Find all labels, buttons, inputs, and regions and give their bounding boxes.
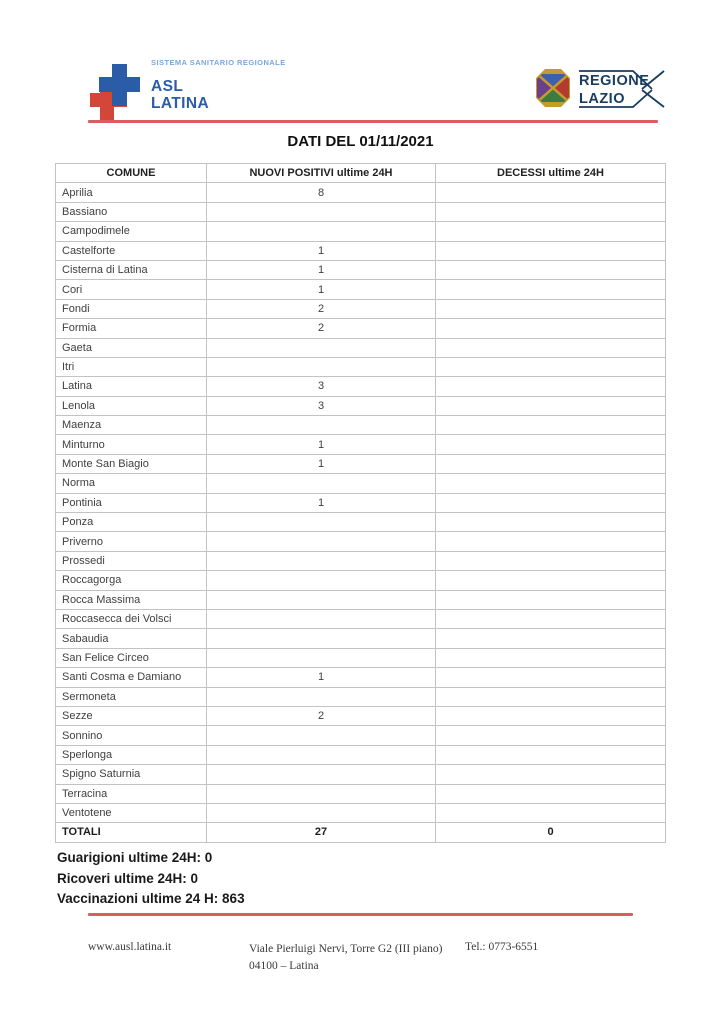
cell-comune: Lenola: [56, 396, 207, 415]
asl-latina-logo: [90, 56, 286, 122]
table-row: [56, 803, 666, 822]
cell-decessi: [436, 745, 666, 764]
table-row: [56, 493, 666, 512]
cell-comune: Fondi: [56, 299, 207, 318]
table-footer: [56, 823, 666, 842]
asl-name-line2: LATINA: [151, 95, 210, 112]
cell-comune: Gaeta: [56, 338, 207, 357]
cell-nuovi-positivi: 3: [207, 396, 436, 415]
table-row: [56, 202, 666, 221]
column-header-comune: COMUNE: [56, 164, 207, 183]
table-row: [56, 609, 666, 628]
table-row: [56, 377, 666, 396]
cell-nuovi-positivi: [207, 590, 436, 609]
header-row: [56, 164, 666, 183]
cell-nuovi-positivi: 1: [207, 668, 436, 687]
table-row: [56, 280, 666, 299]
footer-divider-line: [88, 913, 633, 916]
table-row: [56, 765, 666, 784]
cell-comune: Sermoneta: [56, 687, 207, 706]
covid-data-table: [55, 163, 666, 843]
table-row: [56, 416, 666, 435]
table-row: [56, 474, 666, 493]
cell-decessi: [436, 299, 666, 318]
cell-comune: Campodimele: [56, 222, 207, 241]
table-row: [56, 648, 666, 667]
totals-decessi: 0: [436, 823, 666, 842]
regione-word: REGIONE: [579, 73, 650, 89]
table-row: [56, 357, 666, 376]
cell-nuovi-positivi: [207, 571, 436, 590]
cell-comune: Itri: [56, 357, 207, 376]
cell-nuovi-positivi: [207, 416, 436, 435]
cell-decessi: [436, 493, 666, 512]
table-row: [56, 784, 666, 803]
cell-comune: Roccagorga: [56, 571, 207, 590]
cell-decessi: [436, 222, 666, 241]
cell-nuovi-positivi: [207, 532, 436, 551]
table-row: [56, 745, 666, 764]
cell-decessi: [436, 260, 666, 279]
cell-nuovi-positivi: 1: [207, 493, 436, 512]
cell-nuovi-positivi: [207, 629, 436, 648]
cell-nuovi-positivi: [207, 648, 436, 667]
table-row: [56, 338, 666, 357]
cell-decessi: [436, 551, 666, 570]
cell-nuovi-positivi: 2: [207, 299, 436, 318]
table-row: [56, 396, 666, 415]
summary-stats: [57, 848, 245, 910]
footer-phone: Tel.: 0773-6551: [465, 941, 539, 953]
cell-nuovi-positivi: 1: [207, 280, 436, 299]
cell-decessi: [436, 726, 666, 745]
totals-nuovi-positivi: 27: [207, 823, 436, 842]
cell-decessi: [436, 202, 666, 221]
column-header-nuovi-positivi: NUOVI POSITIVI ultime 24H: [207, 164, 436, 183]
cell-decessi: [436, 435, 666, 454]
table-row: [56, 260, 666, 279]
totals-row: [56, 823, 666, 842]
lazio-word: LAZIO: [579, 91, 625, 107]
cell-comune: Cori: [56, 280, 207, 299]
cell-decessi: [436, 319, 666, 338]
cell-comune: Castelforte: [56, 241, 207, 260]
cell-nuovi-positivi: 1: [207, 241, 436, 260]
table-body: [56, 183, 666, 823]
asl-name: [151, 78, 286, 112]
cell-comune: Minturno: [56, 435, 207, 454]
cell-comune: Priverno: [56, 532, 207, 551]
regione-lazio-emblem-icon: [533, 66, 665, 113]
cell-comune: Sonnino: [56, 726, 207, 745]
asl-tagline: SISTEMA SANITARIO REGIONALE: [151, 58, 286, 67]
table-row: [56, 706, 666, 725]
cell-comune: Ponza: [56, 513, 207, 532]
cell-nuovi-positivi: [207, 474, 436, 493]
cell-comune: Pontinia: [56, 493, 207, 512]
cell-comune: Terracina: [56, 784, 207, 803]
page-title: DATI DEL 01/11/2021: [287, 133, 434, 150]
cell-nuovi-positivi: 2: [207, 706, 436, 725]
cell-decessi: [436, 416, 666, 435]
cell-decessi: [436, 590, 666, 609]
cell-nuovi-positivi: 8: [207, 183, 436, 202]
cell-decessi: [436, 687, 666, 706]
table-row: [56, 435, 666, 454]
cell-nuovi-positivi: [207, 513, 436, 532]
cell-nuovi-positivi: 3: [207, 377, 436, 396]
cell-comune: Sezze: [56, 706, 207, 725]
cell-decessi: [436, 571, 666, 590]
regione-lazio-logo: [533, 66, 665, 118]
footer-address-line1: Viale Pierluigi Nervi, Torre G2 (III piano): [249, 943, 443, 955]
asl-name-line1: ASL: [151, 78, 184, 95]
asl-cross-icon: [90, 64, 140, 122]
cell-decessi: [436, 454, 666, 473]
cell-decessi: [436, 377, 666, 396]
cell-comune: Formia: [56, 319, 207, 338]
cell-decessi: [436, 183, 666, 202]
cell-nuovi-positivi: [207, 765, 436, 784]
table-row: [56, 571, 666, 590]
table-row: [56, 668, 666, 687]
cell-comune: Maenza: [56, 416, 207, 435]
cell-decessi: [436, 609, 666, 628]
table-row: [56, 241, 666, 260]
cell-comune: San Felice Circeo: [56, 648, 207, 667]
cell-decessi: [436, 396, 666, 415]
table-row: [56, 551, 666, 570]
cell-nuovi-positivi: [207, 726, 436, 745]
table-row: [56, 629, 666, 648]
cell-nuovi-positivi: 1: [207, 435, 436, 454]
cell-nuovi-positivi: 2: [207, 319, 436, 338]
cell-decessi: [436, 784, 666, 803]
cell-decessi: [436, 706, 666, 725]
footer-address: [249, 941, 479, 974]
cell-comune: Norma: [56, 474, 207, 493]
cell-nuovi-positivi: [207, 202, 436, 221]
cell-decessi: [436, 338, 666, 357]
cell-decessi: [436, 280, 666, 299]
table-row: [56, 726, 666, 745]
cell-decessi: [436, 474, 666, 493]
cell-decessi: [436, 513, 666, 532]
cell-decessi: [436, 765, 666, 784]
cell-comune: Aprilia: [56, 183, 207, 202]
cell-nuovi-positivi: [207, 551, 436, 570]
cell-nuovi-positivi: 1: [207, 260, 436, 279]
footer-website: www.ausl.latina.it: [88, 941, 172, 953]
cell-nuovi-positivi: [207, 222, 436, 241]
header-divider-line: [88, 120, 658, 123]
cell-comune: Roccasecca dei Volsci: [56, 609, 207, 628]
table-row: [56, 299, 666, 318]
summary-line-ricoveri: Ricoveri ultime 24H: 0: [57, 870, 199, 886]
table-row: [56, 513, 666, 532]
cell-decessi: [436, 241, 666, 260]
cell-comune: Sabaudia: [56, 629, 207, 648]
cell-decessi: [436, 629, 666, 648]
table-row: [56, 319, 666, 338]
totals-label: TOTALI: [56, 823, 207, 842]
table-row: [56, 687, 666, 706]
cell-decessi: [436, 648, 666, 667]
table-row: [56, 590, 666, 609]
cell-comune: Cisterna di Latina: [56, 260, 207, 279]
cell-decessi: [436, 357, 666, 376]
cell-nuovi-positivi: [207, 338, 436, 357]
summary-line-guarigioni: Guarigioni ultime 24H: 0: [57, 850, 213, 865]
footer-address-line2: 04100 – Latina: [249, 959, 319, 972]
table-row: [56, 454, 666, 473]
cell-comune: Sperlonga: [56, 745, 207, 764]
cell-decessi: [436, 803, 666, 822]
summary-line-vaccinazioni: Vaccinazioni ultime 24 H: 863: [57, 891, 245, 906]
cell-decessi: [436, 532, 666, 551]
cell-nuovi-positivi: [207, 687, 436, 706]
cell-nuovi-positivi: 1: [207, 454, 436, 473]
cell-nuovi-positivi: [207, 609, 436, 628]
cell-comune: Monte San Biagio: [56, 454, 207, 473]
cell-nuovi-positivi: [207, 803, 436, 822]
table-row: [56, 532, 666, 551]
cell-comune: Prossedi: [56, 551, 207, 570]
column-header-decessi: DECESSI ultime 24H: [436, 164, 666, 183]
cell-comune: Latina: [56, 377, 207, 396]
cell-comune: Rocca Massima: [56, 590, 207, 609]
cell-comune: Ventotene: [56, 803, 207, 822]
cell-comune: Spigno Saturnia: [56, 765, 207, 784]
cell-nuovi-positivi: [207, 745, 436, 764]
table-header: [56, 164, 666, 183]
cell-decessi: [436, 668, 666, 687]
cell-nuovi-positivi: [207, 784, 436, 803]
cell-comune: Bassiano: [56, 202, 207, 221]
cell-nuovi-positivi: [207, 357, 436, 376]
cell-comune: Santi Cosma e Damiano: [56, 668, 207, 687]
table-row: [56, 183, 666, 202]
asl-logo-text: [151, 56, 286, 112]
table-row: [56, 222, 666, 241]
